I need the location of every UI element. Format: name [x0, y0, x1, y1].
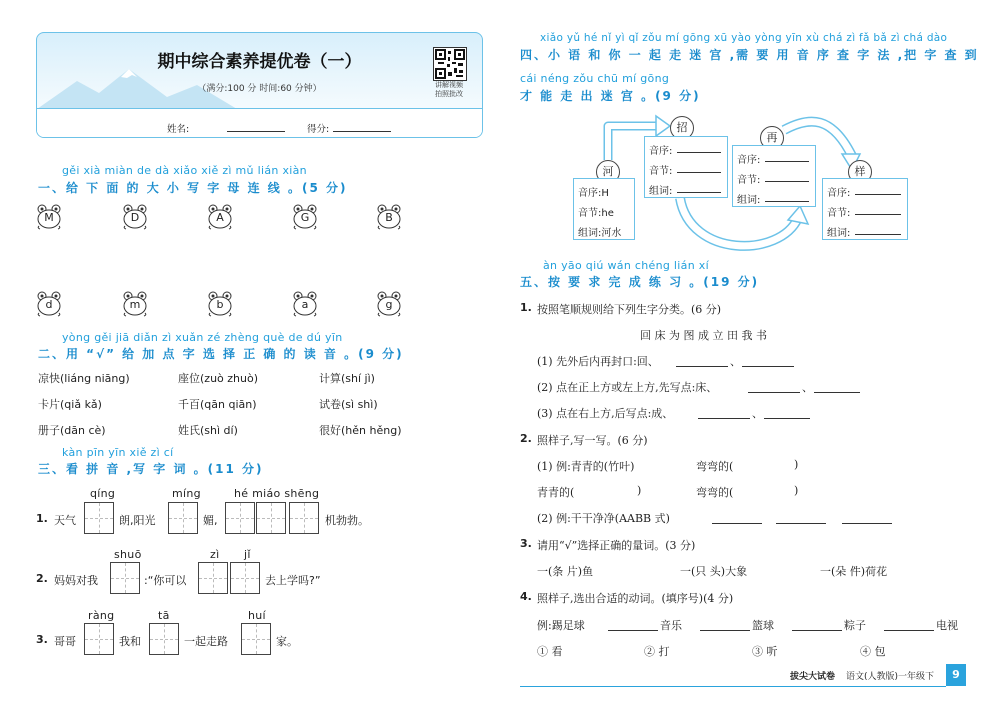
s5-q1-r1-blank-2[interactable]: [742, 366, 794, 367]
s3-q1-text-c: 媚,: [203, 514, 218, 527]
s5-q4-text: 照样子,选出合适的动词。(填序号)(4 分): [537, 592, 734, 605]
s5-q4-blank-2[interactable]: [700, 630, 750, 631]
yang-xu: 音序:: [827, 188, 851, 199]
s2-item-3[interactable]: 计算(shí jì): [319, 372, 375, 385]
write-box[interactable]: [84, 623, 114, 655]
frog-letter-text: G: [300, 211, 310, 224]
s5-q2-row1a: (1) 例:青青的(竹叶): [537, 460, 635, 473]
frog-letter-upper-1[interactable]: [36, 204, 62, 230]
s3-q1-pinyin-3: hé miáo shēng: [234, 487, 320, 500]
s2-pinyin: yòng gěi jiā diǎn zì xuǎn zé zhèng què de dú yīn: [62, 331, 343, 344]
s5-q2-blank-1[interactable]: [712, 523, 762, 524]
s5-q3-option-a[interactable]: 一(条 片)鱼: [537, 565, 594, 578]
frog-letter-text: a: [301, 298, 309, 311]
frog-letter-text: b: [216, 298, 224, 311]
frog-letter-lower-2[interactable]: [122, 291, 148, 317]
frog-letter-lower-3[interactable]: [207, 291, 233, 317]
s3-q3-text-a: 哥哥: [54, 635, 76, 648]
footer-subject: 语文(人教版)一年级下: [846, 672, 935, 682]
s5-q4-word-3: 粽子: [844, 619, 866, 632]
zai-jie-blank[interactable]: [765, 181, 809, 182]
score-field[interactable]: [333, 131, 391, 132]
s5-q2-blank-3[interactable]: [842, 523, 892, 524]
s3-q2-number: 2.: [36, 572, 48, 585]
s2-item-6[interactable]: 试卷(sì shì): [319, 398, 378, 411]
s5-q3-number: 3.: [520, 537, 532, 550]
s3-q3-text-b: 我和: [119, 635, 141, 648]
write-box[interactable]: [149, 623, 179, 655]
write-box[interactable]: [241, 623, 271, 655]
s2-item-8[interactable]: 姓氏(shì dí): [178, 424, 238, 437]
write-box[interactable]: [225, 502, 255, 534]
s5-q1-r3-blank-2[interactable]: [764, 418, 810, 419]
s5-pinyin: àn yāo qiú wán chéng lián xí: [543, 259, 709, 272]
s5-q1-r2-blank-2[interactable]: [814, 392, 860, 393]
s5-q2-text: 照样子,写一写。(6 分): [537, 434, 648, 447]
s5-q1-number: 1.: [520, 301, 532, 314]
s5-q1-chars: 回 床 为 图 成 立 田 我 书: [640, 329, 767, 342]
s4-title-2: 才 能 走 出 迷 宫 。(9 分): [520, 89, 701, 103]
maze-box-zhao: [644, 136, 728, 198]
frog-letter-text: B: [385, 211, 393, 224]
frog-letter-lower-5[interactable]: [376, 291, 402, 317]
s2-title: 二、用 “√” 给 加 点 字 选 择 正 确 的 读 音 。(9 分): [38, 347, 404, 361]
write-box[interactable]: [168, 502, 198, 534]
frog-letter-text: m: [129, 298, 141, 311]
s3-q2-text-a: 妈妈对我: [54, 574, 98, 587]
s3-q1-pinyin-2: míng: [172, 487, 201, 500]
s5-q1-r1-sep: 、: [730, 355, 741, 368]
s4-title-1: 四、小 语 和 你 一 起 走 迷 宫 ,需 要 用 音 序 查 字 法 ,把 字 查 到: [520, 48, 979, 62]
s5-q2-blank-2[interactable]: [776, 523, 826, 524]
frog-letter-lower-1[interactable]: [36, 291, 62, 317]
s5-q1-r1-blank-1[interactable]: [676, 366, 728, 367]
zhao-xu: 音序:: [649, 146, 673, 157]
qr-caption-line-2: 拍照批改: [435, 90, 463, 98]
yang-jie-blank[interactable]: [855, 214, 901, 215]
s3-q2-text-c: 去上学吗?”: [265, 574, 321, 587]
s5-q1-row3: (3) 点在右上方,后写点:成、: [537, 407, 674, 420]
yang-ci-blank[interactable]: [855, 234, 901, 235]
s3-title: 三、看 拼 音 ,写 字 词 。(11 分): [38, 462, 264, 476]
s3-q3-text-d: 家。: [276, 635, 298, 648]
s5-q4-option-1: ① 看: [537, 645, 563, 658]
exam-info: （满分:100 分 时间:60 分钟）: [197, 84, 322, 94]
s3-pinyin: kàn pīn yīn xiě zì cí: [62, 446, 174, 459]
s5-q2-row2b[interactable]: 弯弯的(: [696, 486, 734, 499]
s5-q2-row2b-close: ): [794, 484, 799, 497]
frog-letter-upper-2[interactable]: [122, 204, 148, 230]
yang-ci: 组词:: [827, 228, 851, 239]
s3-q1-pinyin-1: qíng: [90, 487, 116, 500]
s5-q2-row1b[interactable]: 弯弯的(: [696, 460, 734, 473]
zhao-ci-blank[interactable]: [677, 192, 721, 193]
exam-title: 期中综合素养提优卷（一）: [157, 52, 362, 72]
s5-q4-number: 4.: [520, 590, 532, 603]
s5-q1-r3-blank-1[interactable]: [698, 418, 750, 419]
name-field[interactable]: [227, 131, 285, 132]
s2-item-4[interactable]: 卡片(qiǎ kǎ): [38, 398, 102, 411]
frog-letter-text: g: [385, 298, 393, 311]
score-label: 得分:: [307, 124, 330, 135]
s3-q2-pinyin-1: shuō: [114, 548, 142, 561]
frog-letter-upper-4[interactable]: [292, 204, 318, 230]
exam-header-card: [36, 32, 483, 138]
write-box[interactable]: [84, 502, 114, 534]
maze-char-yang: 样: [848, 160, 872, 184]
s3-q1-number: 1.: [36, 512, 48, 525]
write-box[interactable]: [110, 562, 140, 594]
write-box[interactable]: [198, 562, 228, 594]
s5-q4-example: 例:踢足球: [537, 619, 585, 632]
s3-q2-text-b: :“你可以: [144, 574, 187, 587]
s5-q3-text: 请用“√”选择正确的量词。(3 分): [537, 539, 696, 552]
s5-q1-r3-sep: 、: [752, 407, 763, 420]
he-jie: 音节:he: [578, 208, 614, 219]
maze-char-zai: 再: [760, 126, 784, 150]
he-ci: 组词:河水: [578, 228, 622, 239]
s5-q1-r2-sep: 、: [802, 381, 813, 394]
write-box[interactable]: [289, 502, 319, 534]
yang-jie: 音节:: [827, 208, 851, 219]
s4-pinyin-1: xiǎo yǔ hé nǐ yì qǐ zǒu mí gōng xū yào yòng yīn xù chá zì fǎ bǎ zì chá dào: [540, 32, 948, 44]
frog-letter-text: A: [216, 211, 224, 224]
s3-q3-text-c: 一起走路: [184, 635, 228, 648]
s5-q1-row1: (1) 先外后内再封口:回、: [537, 355, 659, 368]
s5-q4-option-3: ③ 听: [752, 645, 778, 658]
s5-q1-r2-blank-1[interactable]: [748, 392, 800, 393]
s3-q3-pinyin-1: ràng: [88, 609, 115, 622]
s5-q4-blank-3[interactable]: [792, 630, 842, 631]
zai-xu-blank[interactable]: [765, 161, 809, 162]
s3-q3-number: 3.: [36, 633, 48, 646]
s3-q3-pinyin-2: tā: [158, 609, 170, 622]
yang-xu-blank[interactable]: [855, 194, 901, 195]
s2-item-2[interactable]: 座位(zuò zhuò): [178, 372, 259, 385]
qr-caption: [421, 81, 477, 99]
s1-title: 一、给 下 面 的 大 小 写 字 母 连 线 。(5 分): [38, 181, 348, 195]
footer-rule: [520, 686, 946, 687]
write-box[interactable]: [230, 562, 260, 594]
maze-char-he: 河: [596, 160, 620, 184]
s3-q2-pinyin-2: zì: [210, 548, 220, 561]
s1-pinyin: gěi xià miàn de dà xiǎo xiě zì mǔ lián xiàn: [62, 164, 307, 177]
s5-q4-option-4: ④ 包: [860, 645, 886, 658]
zhao-xu-blank[interactable]: [677, 152, 721, 153]
s5-q3-option-c[interactable]: 一(朵 件)荷花: [820, 565, 888, 578]
zai-ci-blank[interactable]: [765, 201, 809, 202]
s5-q2-number: 2.: [520, 432, 532, 445]
s5-q3-option-b[interactable]: 一(只 头)大象: [680, 565, 748, 578]
s4-pinyin-2: cái néng zǒu chū mí gōng: [520, 72, 670, 85]
qr-caption-line-1: 讲解视频: [435, 81, 463, 89]
footer-book-title: 拔尖大试卷: [790, 672, 836, 682]
s5-q2-row2a[interactable]: 青青的(: [537, 486, 575, 499]
s5-q2-row1b-close: ): [794, 458, 799, 471]
qr-code-icon[interactable]: [433, 47, 467, 81]
name-score-strip: [37, 108, 482, 138]
s2-item-1[interactable]: 凉快(liáng niāng): [38, 372, 130, 385]
s5-q4-blank-4[interactable]: [884, 630, 934, 631]
s5-q1-text: 按照笔顺规则给下列生字分类。(6 分): [537, 303, 722, 316]
s5-q4-word-4: 电视: [936, 619, 958, 632]
s3-q1-text-a: 天气: [54, 514, 76, 527]
name-label: 姓名:: [167, 124, 190, 135]
zai-ci: 组词:: [737, 195, 761, 206]
zhao-jie: 音节:: [649, 166, 673, 177]
s2-item-9[interactable]: 很好(hěn hěng): [319, 424, 402, 437]
s5-q4-word-1: 音乐: [660, 619, 682, 632]
maze-box-yang: [822, 178, 908, 240]
maze-box-zai: [732, 145, 816, 207]
s3-q1-text-d: 机勃勃。: [325, 514, 369, 527]
s2-item-5[interactable]: 千百(qān qiān): [178, 398, 257, 411]
frog-letter-text: d: [45, 298, 53, 311]
page-number: 9: [946, 664, 966, 686]
maze-char-zhao: 招: [670, 116, 694, 140]
s5-q2-row2a-close: ): [637, 484, 642, 497]
zai-jie: 音节:: [737, 175, 761, 186]
he-xu: 音序:H: [578, 188, 609, 199]
zhao-jie-blank[interactable]: [677, 172, 721, 173]
zai-xu: 音序:: [737, 155, 761, 166]
s5-q4-option-2: ② 打: [644, 645, 670, 658]
s5-q4-word-2: 篮球: [752, 619, 774, 632]
s3-q2-pinyin-3: jǐ: [244, 548, 251, 561]
s2-item-7[interactable]: 册子(dān cè): [38, 424, 106, 437]
frog-letter-text: M: [44, 211, 54, 224]
s5-q1-row2: (2) 点在正上方或左上方,先写点:床、: [537, 381, 718, 394]
frog-letter-upper-3[interactable]: [207, 204, 233, 230]
s3-q1-text-b: 朗,阳光: [119, 514, 156, 527]
s5-title: 五、按 要 求 完 成 练 习 。(19 分): [520, 275, 760, 289]
frog-letter-lower-4[interactable]: [292, 291, 318, 317]
frog-letter-upper-5[interactable]: [376, 204, 402, 230]
s3-q3-pinyin-3: huí: [248, 609, 266, 622]
s5-q4-blank-1[interactable]: [608, 630, 658, 631]
write-box[interactable]: [256, 502, 286, 534]
s5-q2-row3: (2) 例:干干净净(AABB 式): [537, 512, 670, 525]
zhao-ci: 组词:: [649, 186, 673, 197]
frog-letter-text: D: [130, 211, 140, 224]
maze-box-he: [573, 178, 635, 240]
